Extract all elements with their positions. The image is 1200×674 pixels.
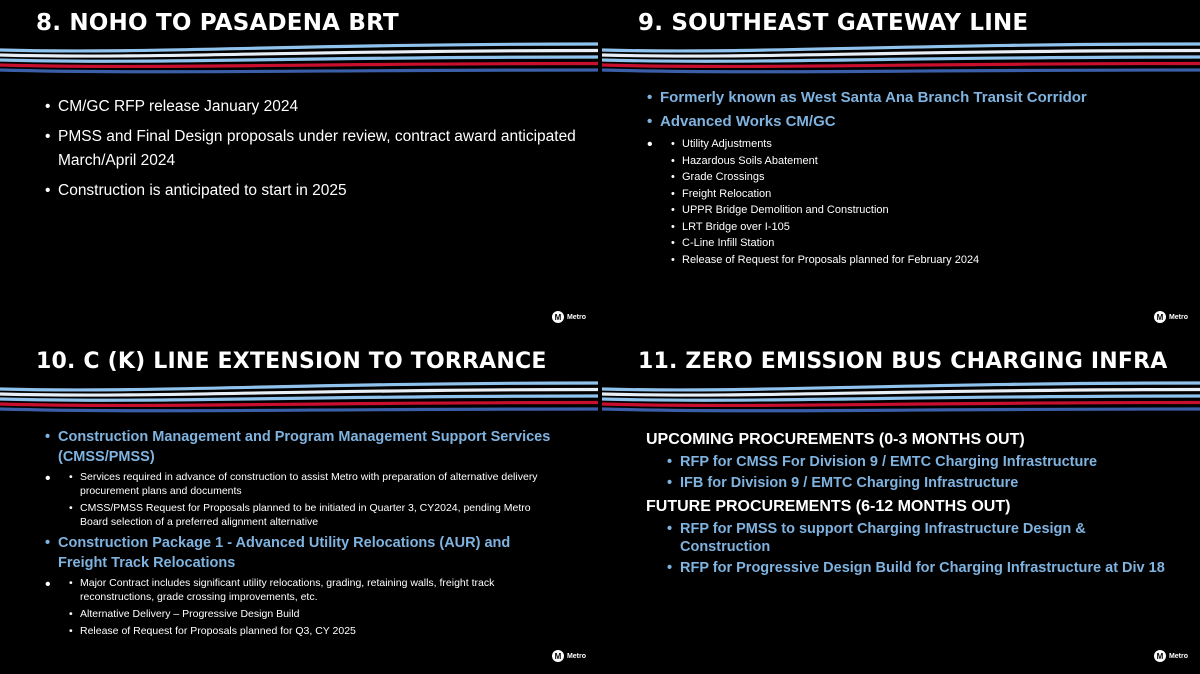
list-item bbox=[660, 112, 1180, 132]
metro-logo-icon: M bbox=[1154, 311, 1166, 323]
sub-list-item: • Alternative Delivery – Progressive Design Build bbox=[80, 607, 558, 621]
slide-title: 8. NOHO TO PASADENA BRT bbox=[36, 10, 399, 36]
metro-logo bbox=[552, 311, 586, 323]
sub-list-item: • RFP for PMSS to support Charging Infrastructure Design & Construction bbox=[680, 520, 1166, 556]
bullet-list bbox=[58, 95, 578, 209]
slide-title: 10. C (K) LINE EXTENSION TO TORRANCE bbox=[36, 349, 547, 374]
header-stripes bbox=[0, 40, 598, 80]
list-item: • PMSS and Final Design proposals under review, contract award anticipated March/April 2024 bbox=[58, 125, 578, 173]
sub-list-item: • • Utility Adjustments bbox=[682, 136, 1180, 153]
slide-noho-pasadena-brt bbox=[0, 0, 598, 335]
bullet-list bbox=[58, 427, 558, 642]
sub-list-item: • Freight Relocation bbox=[682, 186, 1180, 203]
sub-list-item: • UPPR Bridge Demolition and Construction bbox=[682, 202, 1180, 219]
metro-logo bbox=[1154, 650, 1188, 662]
metro-logo-text: Metro bbox=[566, 652, 586, 660]
slide-c-k-line-extension bbox=[0, 339, 598, 674]
stripe-dark-blue bbox=[602, 409, 1200, 411]
slide-zero-emission-bus bbox=[602, 339, 1200, 674]
metro-logo bbox=[552, 650, 586, 662]
section-heading: FUTURE PROCUREMENTS (6-12 MONTHS OUT) bbox=[646, 498, 1011, 515]
sub-list-item: • RFP for Progressive Design Build for Charging Infrastructure at Div 18 bbox=[680, 559, 1166, 577]
sub-list bbox=[80, 470, 558, 529]
metro-logo-icon: M bbox=[552, 311, 564, 323]
sub-list-item: • Hazardous Soils Abatement bbox=[682, 153, 1180, 170]
list-item: • Construction Management and Program Management Support Services (CMSS/PMSS) bbox=[58, 427, 558, 467]
sub-list-item: • IFB for Division 9 / EMTC Charging Infrastructure bbox=[680, 474, 1166, 492]
sub-list-container bbox=[58, 470, 558, 529]
slide-southeast-gateway-line bbox=[602, 0, 1200, 335]
header-stripes bbox=[602, 379, 1200, 419]
stripe-red bbox=[602, 64, 1200, 67]
list-item: • Formerly known as West Santa Ana Branch Transit Corridor bbox=[660, 88, 1180, 108]
sub-list-item: • Release of Request for Proposals planned for February 2024 bbox=[682, 252, 1180, 269]
sub-list bbox=[680, 453, 1166, 492]
sub-list-item: • LRT Bridge over I-105 bbox=[682, 219, 1180, 236]
metro-logo-icon: M bbox=[1154, 650, 1166, 662]
list-item-label: Advanced Works CM/GC bbox=[660, 113, 836, 130]
list-item: • CM/GC RFP release January 2024 bbox=[58, 95, 578, 119]
metro-logo-text: Metro bbox=[1168, 313, 1188, 321]
sub-list bbox=[80, 576, 558, 638]
metro-logo bbox=[1154, 311, 1188, 323]
metro-logo-text: Metro bbox=[1168, 652, 1188, 660]
metro-logo-text: Metro bbox=[566, 313, 586, 321]
stripe-red bbox=[0, 64, 598, 67]
stripe-red bbox=[602, 403, 1200, 406]
header-stripes bbox=[0, 379, 598, 419]
sub-list-item: • Release of Request for Proposals planned for Q3, CY 2025 bbox=[80, 624, 558, 638]
stripe-dark-blue bbox=[0, 70, 598, 72]
sub-list-item: • RFP for CMSS For Division 9 / EMTC Charging Infrastructure bbox=[680, 453, 1166, 471]
sub-list-container bbox=[58, 576, 558, 638]
section-heading: UPCOMING PROCUREMENTS (0-3 MONTHS OUT) bbox=[646, 431, 1025, 448]
stripe-red bbox=[0, 403, 598, 406]
header-stripes bbox=[602, 40, 1200, 80]
list-item: • Construction Package 1 - Advanced Utility Relocations (AUR) and Freight Track Relocations bbox=[58, 533, 558, 573]
sub-list-container bbox=[660, 136, 1180, 268]
metro-logo-icon: M bbox=[552, 650, 564, 662]
bullet-list bbox=[660, 88, 1180, 272]
stripe-dark-blue bbox=[0, 409, 598, 411]
sub-list-item: • • Services required in advance of construction to assist Metro with preparation of alternative delivery procurement plans and documents bbox=[80, 470, 558, 498]
sub-list bbox=[682, 136, 1180, 268]
sub-list-item: • C-Line Infill Station bbox=[682, 235, 1180, 252]
sub-list-item: • • Major Contract includes significant utility relocations, grading, retaining walls, freight track reconstructions, grade crossing improvements, etc. bbox=[80, 576, 558, 604]
stripe-dark-blue bbox=[602, 70, 1200, 72]
procurement-sections bbox=[646, 429, 1166, 581]
sub-list bbox=[680, 520, 1166, 577]
slide-title: 11. ZERO EMISSION BUS CHARGING INFRA bbox=[638, 349, 1168, 374]
list-item: • Construction is anticipated to start in 2025 bbox=[58, 179, 578, 203]
sub-list-item: • CMSS/PMSS Request for Proposals planned to be initiated in Quarter 3, CY2024, pending Metro Board selection of a preferred alignment alternative bbox=[80, 501, 558, 529]
slide-title: 9. SOUTHEAST GATEWAY LINE bbox=[638, 10, 1029, 36]
sub-list-item: • Grade Crossings bbox=[682, 169, 1180, 186]
